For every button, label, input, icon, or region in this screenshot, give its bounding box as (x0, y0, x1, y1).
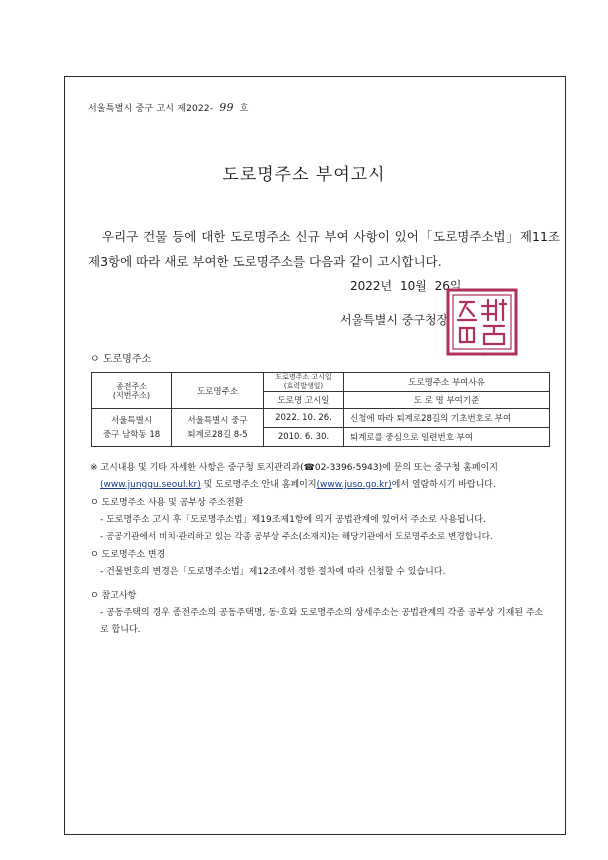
header-reason-group: 도로명주소 부여사유 (344, 373, 550, 392)
section-heading-reference: ㅇ 참고사항 (90, 591, 137, 601)
notice-number-handwritten: 99 (219, 101, 234, 114)
notice-body: 우리구 건물 등에 대한 도로명주소 신규 부여 사항이 있어「도로명주소법」제11조 제3항에 따라 새로 부여한 도로명주소를 다음과 같이 고시합니다. (88, 229, 560, 269)
header-road-basis: 도 로 명 부여기준 (344, 392, 550, 409)
change-item-1: - 건물번호의 변경은「도로명주소법」제12조에서 정한 절차에 따라 신청할 수 있습니다. (100, 567, 446, 577)
reference-item-1: - 공동주택의 경우 종전주소의 공동주택명, 동·호와 도로명주소의 상세주소는 공법관계의 각종 공부상 기재된 주소로 합니다. (100, 608, 544, 635)
notice-number (88, 101, 249, 114)
note-line1: ※ 고시내용 및 기타 자세한 사항은 중구청 토지관리과(☎02-3396-5943)에 문의 또는 중구청 홈페이지 (90, 463, 498, 473)
header-old-address: 종전주소 (지번주소) (92, 373, 172, 409)
notice-date: 2022년 10월 26일 (350, 279, 462, 293)
cell-road-address: 서울특별시 중구 퇴계로28길 8-5 (172, 409, 264, 447)
notice-number-prefix: 서울특별시 중구 고시 제2022- (88, 104, 214, 114)
junggu-homepage-link[interactable]: (www.junggu.seoul.kr) (100, 480, 201, 490)
cell-addr-notice-date: 2022. 10. 26. (264, 409, 344, 428)
cell-road-notice-date: 2010. 6. 30. (264, 428, 344, 447)
address-table (91, 372, 550, 447)
section-heading-usage: ㅇ 도로명주소 사용 및 공부상 주소전환 (90, 498, 244, 508)
document-border (64, 76, 566, 835)
header-road-address: 도로명주소 (172, 373, 264, 409)
cell-addr-reason: 신청에 따라 퇴계로28길의 기초번호로 부여 (344, 409, 550, 428)
note-mid-text: 및 도로명주소 안내 홈페이지 (200, 480, 317, 490)
header-road-notice-date: 도로명 고시일 (264, 392, 344, 409)
cell-old-address: 서울특별시 중구 남학동 18 (92, 409, 172, 447)
issuer-name: 서울특별시 중구청장 (340, 313, 449, 327)
section-heading-change: ㅇ 도로명주소 변경 (90, 550, 166, 560)
usage-item-1: - 도로명주소 고시 후「도로명주소법」제19조제1항에 의거 공법관계에 있어서 주소로 사용됩니다. (100, 515, 486, 525)
inquiry-note (90, 460, 550, 494)
official-seal (444, 286, 520, 358)
header-notice-date-group: 도로명주소 고시일 (효력발생일) (264, 373, 344, 392)
section-heading-address: ㅇ 도로명주소 (90, 354, 152, 365)
notice-number-suffix: 호 (239, 104, 249, 114)
juso-homepage-link[interactable]: (www.juso.go.kr) (316, 480, 392, 490)
usage-item-2: - 공공기관에서 비치·관리하고 있는 각종 공부상 주소(소재지)는 해당기관에서 도로명주소로 변경합니다. (100, 532, 493, 542)
cell-road-basis: 퇴계로를 중심으로 일련번호 부여 (344, 428, 550, 447)
seal-text: 중구청장인 (482, 356, 487, 357)
note-line2 (90, 477, 550, 494)
document-title: 도로명주소 부여고시 (222, 165, 386, 185)
note-end-text: 에서 열람하시기 바랍니다. (391, 480, 496, 490)
